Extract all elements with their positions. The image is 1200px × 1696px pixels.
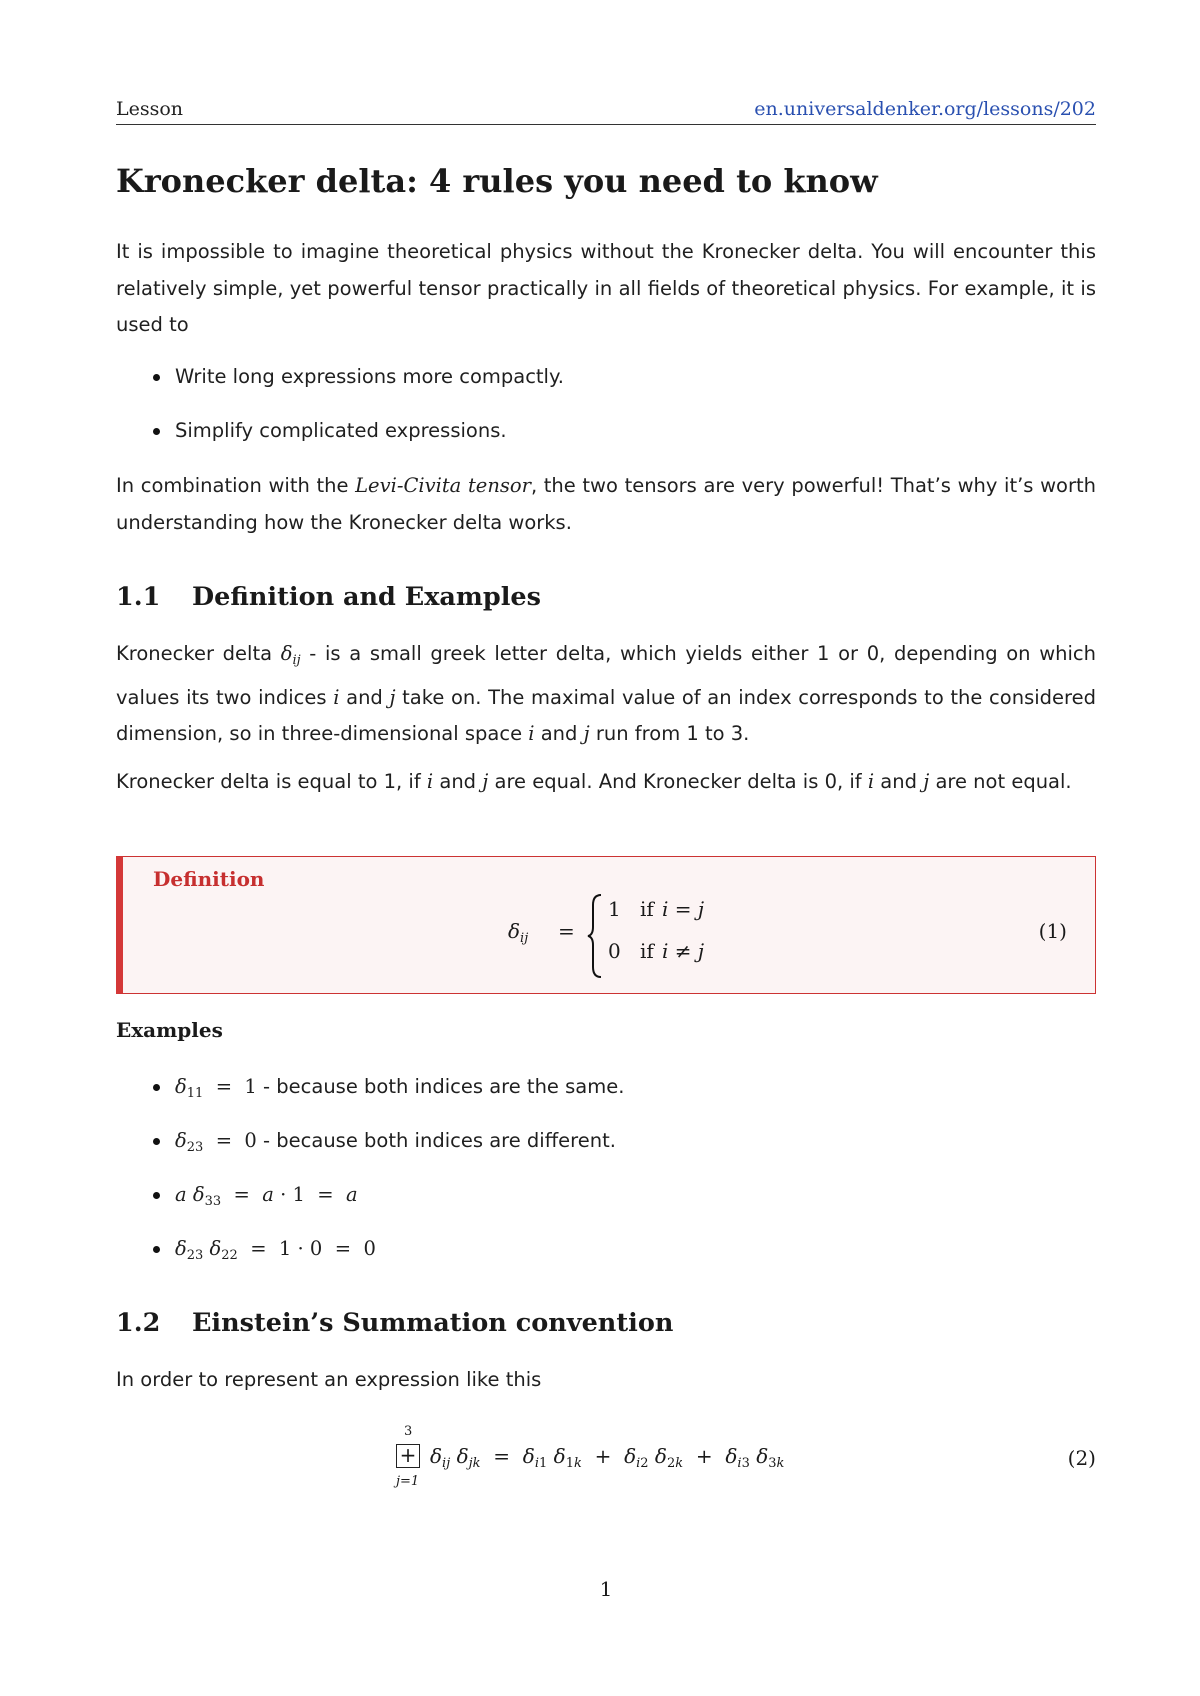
examples-heading: Examples <box>116 1018 223 1042</box>
bullet-icon <box>153 1192 160 1199</box>
combination-paragraph: In combination with the Levi-Civita tensor, the two tensors are very powerful! That’s why it’s worth understanding how the Kronecker delta works. <box>116 474 1096 534</box>
equation-number: (1) <box>1038 919 1067 943</box>
summation-equation: 3 + j=1 $\delta_{ij}$ $\delta_{jk} = \delta_{i1}$ $\delta_{1k} + \delta_{i2}$ $\delta_{2k} + \delta_{i3}$ $\delta_{3k}$ <box>396 1424 785 1489</box>
usage-list <box>116 362 1096 470</box>
list-item: Write long expressions more compactly. <box>116 362 1096 416</box>
bullet-icon <box>153 374 160 381</box>
document-page <box>116 0 1096 1696</box>
running-header <box>116 98 1096 125</box>
section-heading-1-1: 1.1 Definition and Examples <box>116 582 542 612</box>
left-brace-icon <box>586 893 604 979</box>
levi-civita-link[interactable]: Levi-Civita tensor <box>355 474 531 497</box>
page-number: 1 <box>599 1577 613 1601</box>
list-item: $\delta_{11} = 1$ - because both indices are the same. <box>116 1072 1096 1126</box>
list-item: $\delta_{23} = 0$ - because both indices are different. <box>116 1126 1096 1180</box>
definition-label: Definition <box>153 867 265 891</box>
examples-list <box>116 1072 1096 1288</box>
equation-number: (2) <box>1067 1446 1096 1470</box>
page-title: Kronecker delta: 4 rules you need to know <box>116 162 878 200</box>
header-label: Lesson <box>116 98 184 120</box>
bullet-icon <box>153 428 160 435</box>
sum-operator-icon: + <box>396 1444 420 1468</box>
list-item: Simplify complicated expressions. <box>116 416 1096 470</box>
bullet-icon <box>153 1138 160 1145</box>
definition-box <box>116 856 1096 994</box>
equality-paragraph: Kronecker delta is equal to 1, if i and j are equal. And Kronecker delta is 0, if i and j are not equal. <box>116 770 1072 793</box>
definition-paragraph: Kronecker delta $\delta_{ij}$ - is a small greek letter delta, which yields either 1 or 0, depending on which values its two indices i and j take on. The maximal value of an index corresponds to the considered dimension, so in three-dimensional space i and j run from 1 to 3. <box>116 642 1097 745</box>
section-heading-1-2: 1.2 Einstein’s Summation convention <box>116 1308 674 1338</box>
list-item: $\delta_{23}$ $\delta_{22} = 1 \cdot 0 = 0$ <box>116 1234 1096 1288</box>
list-item: a $\delta_{33} = a \cdot 1 = a$ <box>116 1180 1096 1234</box>
header-url-link[interactable]: en.universaldenker.org/lessons/202 <box>754 98 1096 120</box>
intro-paragraph: It is impossible to imagine theoretical physics without the Kronecker delta. You will encounter this relatively simple, yet powerful tensor practically in all fields of theoretical physics. For example, it is used to <box>116 240 1096 336</box>
bullet-icon <box>153 1246 160 1253</box>
summation-paragraph: In order to represent an expression like this <box>116 1368 542 1391</box>
definition-equation: $\delta_{ij}$ = 1 if i = j 0 if i ≠ j <box>508 891 768 981</box>
bullet-icon <box>153 1084 160 1091</box>
